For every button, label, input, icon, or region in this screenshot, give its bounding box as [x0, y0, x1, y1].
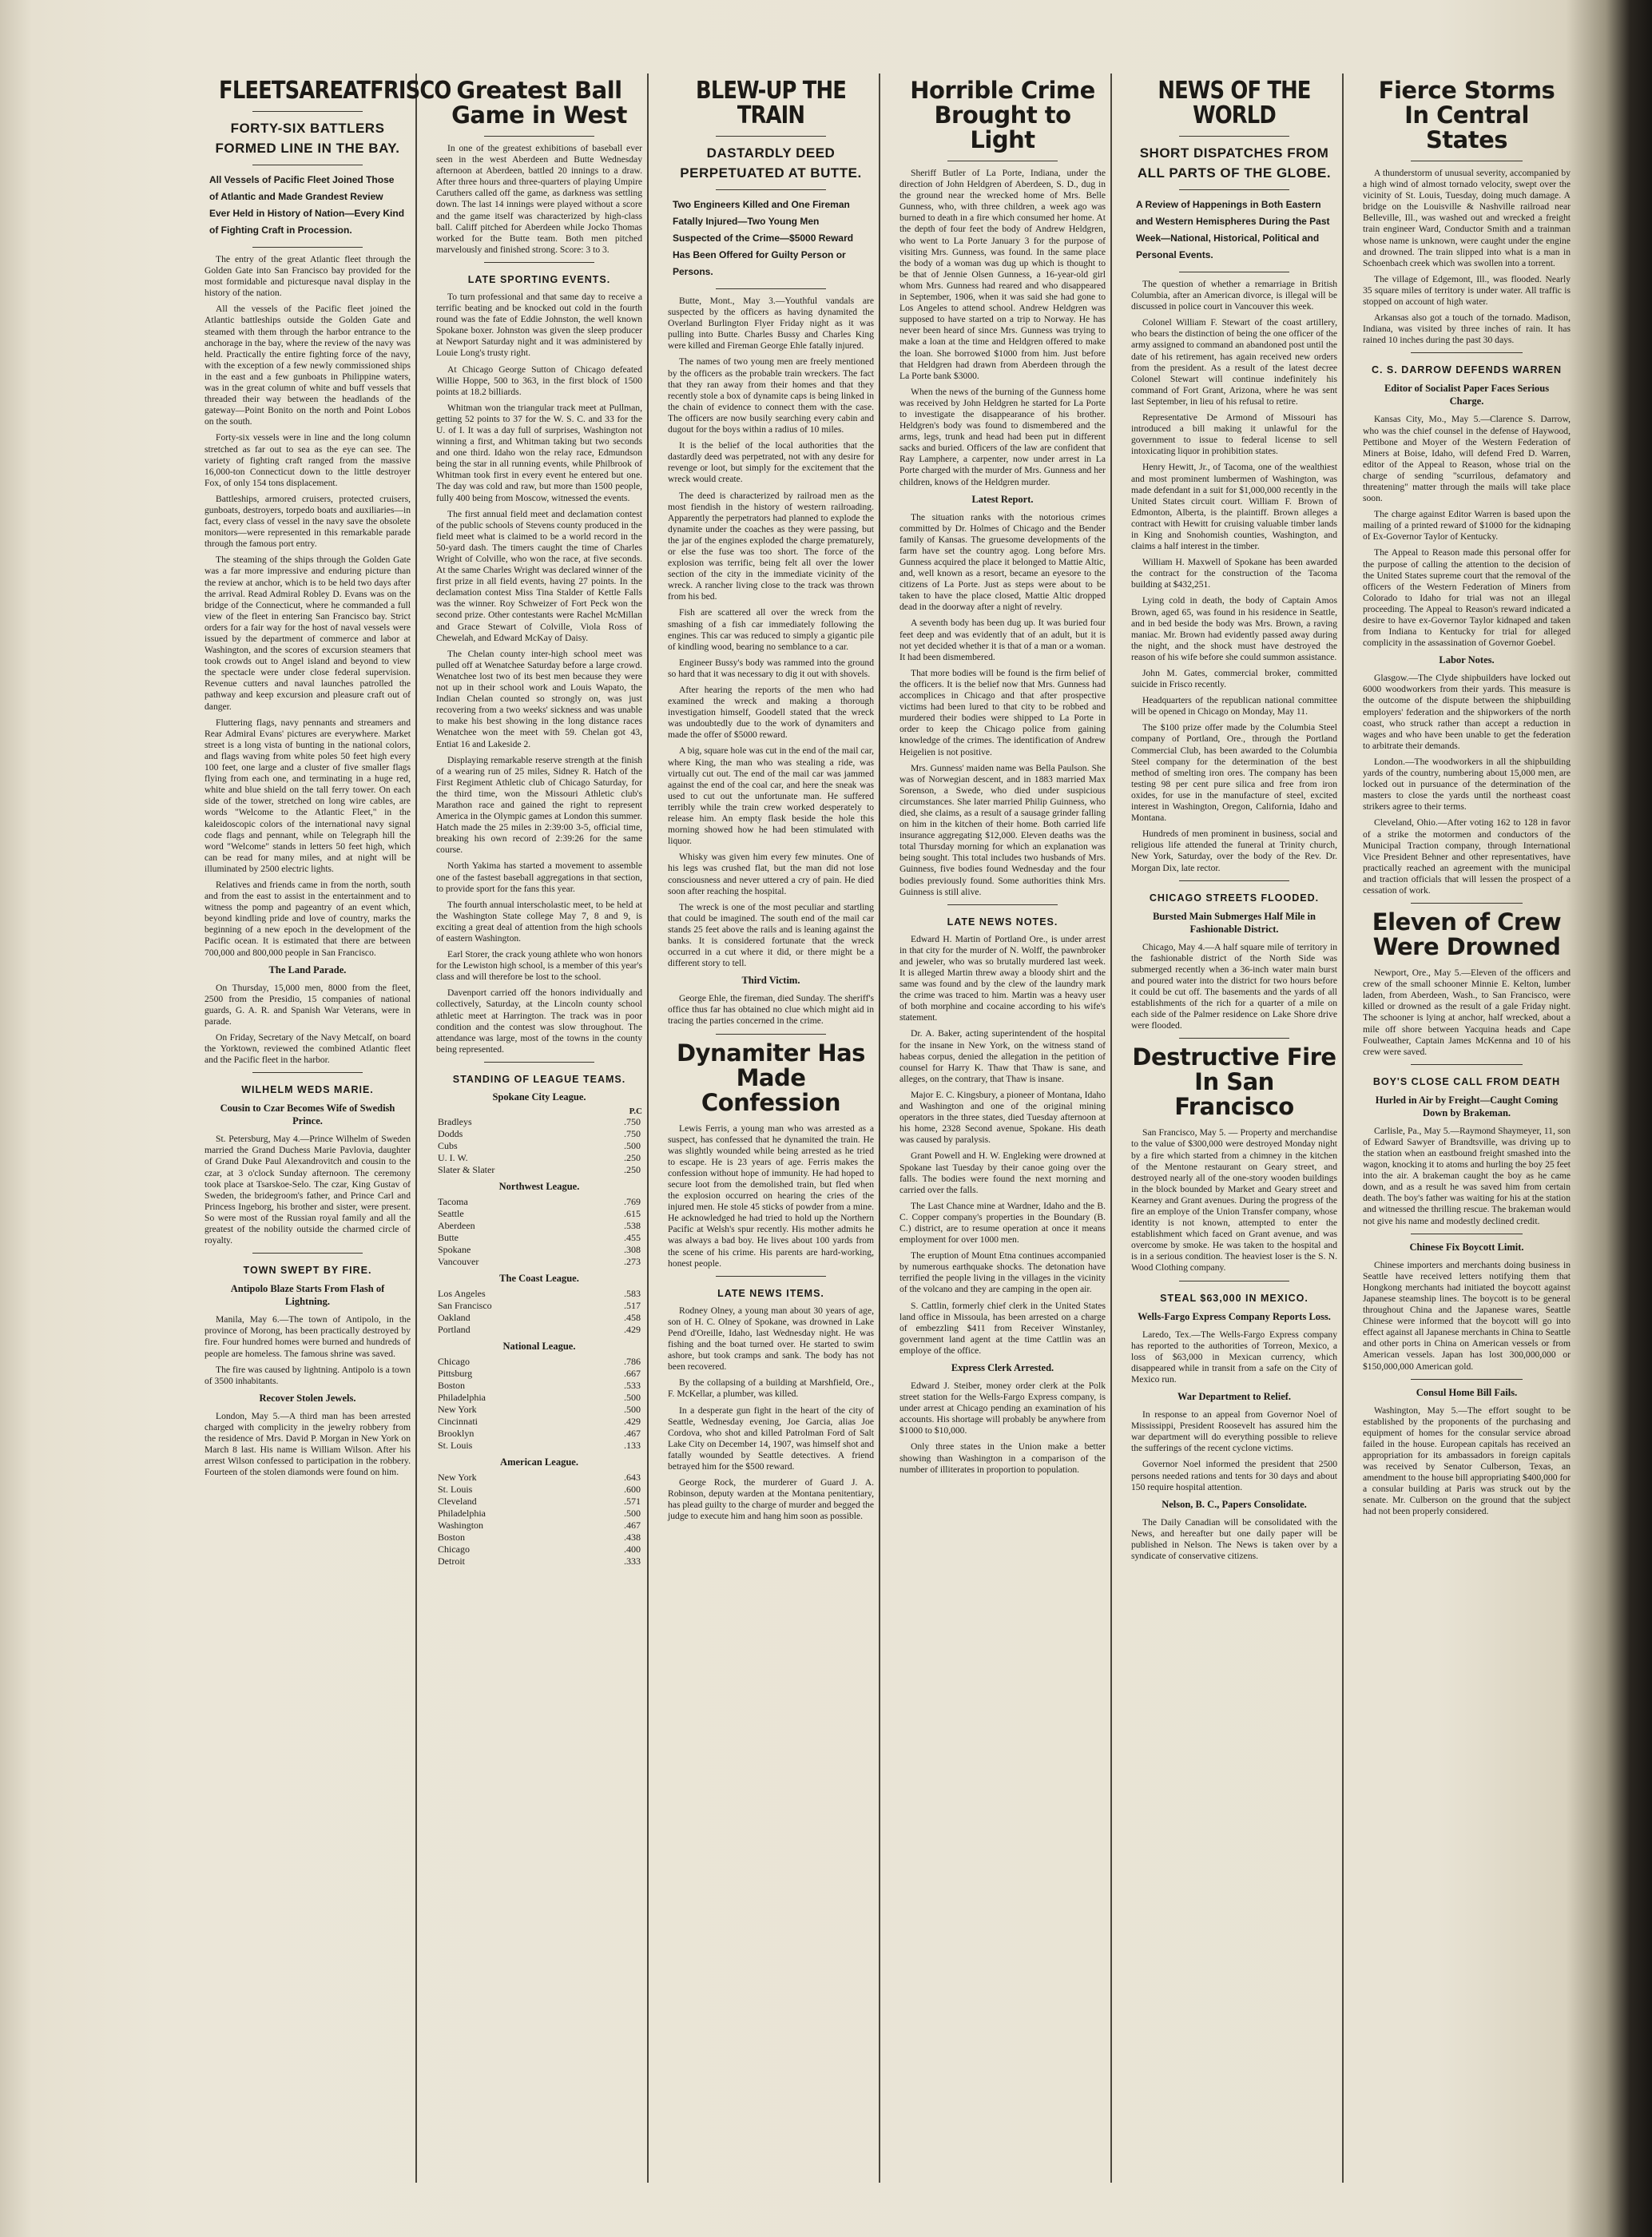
team-percentage: .769 [624, 1195, 641, 1207]
chicago-flood-headline: CHICAGO STREETS FLOODED. [1149, 892, 1320, 904]
town-fire-headline: TOWN SWEPT BY FIRE. [243, 1265, 372, 1277]
standings-row [436, 1356, 642, 1368]
war-dept-subhead: War Department to Relief. [1177, 1391, 1292, 1403]
standings-row [436, 1164, 642, 1176]
american-standings-table [436, 1472, 642, 1567]
team-name: San Francisco [438, 1299, 492, 1311]
standings-row [436, 1244, 642, 1256]
standings-row [436, 1392, 642, 1404]
northwest-standings-table [436, 1196, 642, 1268]
divider [1179, 136, 1289, 137]
late-news-paragraph: George Rock, the murderer of Guard J. A. Robinson, deputy warden at the Montana penitentiary, has plead guilty to the charge of murder and begged the judge to execute him and hang him soon as possible. [668, 1477, 874, 1522]
train-paragraph: It is the belief of the local authorities that the dastardly deed was perpetrated, not with any desire for revenge or loot, but simply for the excitement that the wreck would create. [668, 440, 874, 485]
team-percentage: .500 [624, 1403, 641, 1415]
boycott-paragraph: Chinese importers and merchants doing business in Seattle have received letters notifying them that Hongkong merchants had initiated the boycott against Japanese steamship lines. The boycott is to be general throughout China and the Japanese wares, Seattle Chinese were informed that the boycott will go into effect against all Japanese merchants in China to Seattle and other ports in China on American vessels or from American vessels. Japan has lost 300,000,000 or $150,000,000 American gold. [1363, 1259, 1571, 1372]
standings-row [436, 1300, 642, 1312]
land-parade-subhead: The Land Parade. [268, 964, 347, 975]
team-name: Cleveland [438, 1495, 477, 1507]
world-news-paragraph: Lying cold in death, the body of Captain Amos Brown, aged 65, was found in his residence in Seattle, and in bed beside the body was Mrs. Brown, a raving maniac. Mr. Brown had evidently passed away during the night, and the shock must have destroyed the reason of his wife before she could summon assistance. [1131, 595, 1337, 662]
coast-standings-table [436, 1288, 642, 1336]
land-parade-paragraph: On Friday, Secretary of the Navy Metcalf, on board the Yorktown, reviewed the combined Atlantic fleet and the Pacific fleet in the harbor. [205, 1032, 411, 1066]
boy-close-call-subhead: Hurled in Air by Freight—Caught Coming Down by Brakeman. [1375, 1094, 1559, 1118]
wilhelm-paragraph: St. Petersburg, May 4.—Prince Wilhelm of Sweden married the Grand Duchess Marie Pavlovia, daughter of Grand Duke Paul Alexandrovitch and cousin to the czar, at 3 o'clock Sunday afternoon. The ceremony took place at Tsarskoe-Selo. The czar, King Gustav of Sweden, the bridegroom's father, and Prince Carl and Princess Ingeborg, his brother and sister, were present. So were most of the Russian royal family and all the greatest of the nobility outside the charmed circle of royalty. [205, 1134, 411, 1246]
divider [716, 1034, 826, 1035]
jewels-paragraph: London, May 5.—A third man has been arrested charged with complicity in the jewelry robbery from the residence of Mrs. David P. Morgan in New York on March 8 last. His name is William Wilson. After his arrest Wilson confessed to participation in the robbery. Fourteen of the stolen diamonds were found on him. [205, 1410, 411, 1478]
train-headline: BLEW-UP THE TRAIN [696, 77, 846, 129]
standings-row [436, 1312, 642, 1324]
fleets-headline: FLEETSAREATFRISCO [219, 77, 451, 105]
fleets-paragraph: Battleships, armored cruisers, protected cruisers, gunboats, destroyers, torpedo boats and auxiliaries—in fact, every class of vessel in the navy save the obsolete monitors—were represented in this remarkable parade through the famous port entry. [205, 493, 411, 550]
train-paragraph: After hearing the reports of the men who had examined the wreck and making a thorough investigation himself, Goodell stated that the wreck was undoubtedly due to the work of dynamiters and made the offer of $5000 reward. [668, 685, 874, 741]
world-news-paragraph: The question of whether a remarriage in British Columbia, after an American divorce, is illegal will be discussed in police court in Vancouver this week. [1131, 279, 1337, 312]
team-name: Boston [438, 1531, 466, 1543]
team-percentage: .750 [624, 1115, 641, 1127]
standings-row [436, 1256, 642, 1268]
crime-paragraph: A seventh body has been dug up. It was buried four feet deep and was evidently that of an adult, but it is not yet decided whether it is that of a man or a woman. It had been dismembered. [899, 618, 1106, 662]
team-percentage: .455 [624, 1231, 641, 1243]
nelson-papers-paragraph: The Daily Canadian will be consolidated with the News, and hereafter but one daily paper will be published in Nelson. The News is taken over by a syndicate of conservative citizens. [1131, 1516, 1337, 1561]
team-percentage: .786 [624, 1355, 641, 1367]
news-notes-paragraph: Grant Powell and H. W. Engleking were drowned at Spokane last Tuesday by their canoe going over the falls. The bodies were found the next morning and carried over the falls. [899, 1150, 1106, 1195]
team-name: Washington [438, 1519, 484, 1531]
train-paragraph: The wreck is one of the most peculiar and startling that could be imagined. The south end of the mail car stands 25 feet above the rails and is leaning against the banks. It is considered fortunate that the wreck occurred in a cut where it did, or there might be a different story to tell. [668, 901, 874, 969]
team-percentage: .250 [624, 1151, 641, 1163]
sporting-paragraph: The fourth annual interscholastic meet, to be held at the Washington State college May 7, 8 and 9, is exciting a great deal of attention from the high schools of eastern Washington. [436, 899, 642, 944]
team-percentage: .333 [624, 1555, 641, 1567]
crime-paragraph: The situation ranks with the notorious crimes committed by Dr. Holmes of Chicago and the Bender family of Kansas. The gruesome developments of the farm have set the country agog. Long before Mrs. Gunness acquired the place it belonged to Mattie Altic, and, well known as a resort, became an eyesore to the citizens of La Porte. Just as steps were about to be taken to have the place closed, Mattie Altic dropped dead in the doorway after a night of revelry. [899, 511, 1106, 613]
pc-label: P.C [629, 1106, 642, 1116]
consul-paragraph: Washington, May 5.—The effort sought to be established by the proponents of the purchasing and equipment of homes for the consular service abroad failed in the house. European capitals has received an appropriation for its ambassadors in foreign capitals was received by Senator Culberson, Texas, an amendment to the house bill appropriating $400,000 for a consular building at Paris was struck out by the senate. Mr. Culberson on the ground that the subject had not been properly considered. [1363, 1405, 1571, 1517]
standings-row [436, 1380, 642, 1392]
team-percentage: .467 [624, 1519, 641, 1531]
standings-row [436, 1128, 642, 1140]
sporting-paragraph: The Chelan county inter-high school meet was pulled off at Wenatchee Saturday before a large crowd. Wenatchee lost two of its best men because they were not up in their school work and Louis Wapato, the Indian Chelan counted so strongly on, was just recovering from a two weeks' sickness and was unable to make his best showing in the long distance races Wenatchee won the meet with 59. Chelan got 43, Entiat 16 and Lakeside 2. [436, 648, 642, 749]
ball-game-headline: Greatest Ball Game in West [451, 77, 627, 129]
fleets-paragraph: The entry of the great Atlantic fleet through the Golden Gate into San Francisco bay provided for the most formidable and picturesque naval display in the history of the nation. [205, 254, 411, 299]
divider [716, 136, 826, 137]
divider [1179, 1038, 1289, 1039]
standings-row [436, 1520, 642, 1532]
standings-row [436, 1496, 642, 1508]
standings-row [436, 1404, 642, 1416]
team-name: Butte [438, 1231, 459, 1243]
sf-fire-paragraph: San Francisco, May 5. — Property and merchandise to the value of $300,000 were destroyed Monday night by a fire which started from a chimney in the kitchen of the Mentone restaurant on Geary street, and destroyed nearly all of the one-story wooden buildings in the block bounded by Market and Geary street and Kearney and Grant avenues. During the progress of the fire an employe of the Union Transfer company, whose identity is not known, attempted to enter the establishment which faced on Grant avenue, and was overcome by smoke. He was taken to the hospital and is in a serious condition. The heaviest loser is the S. N. Wood Clothing company. [1131, 1127, 1337, 1273]
boy-paragraph: Carlisle, Pa., May 5.—Raymond Shaymeyer, 11, son of Edward Sawyer of Brandtsville, was driving up to the station when an eastbound freight smashed into the wagon, knocking it to atoms and hurling the boy 25 feet into the air. A brakeman caught the boy as he came down, and as a result he was saved him from certain death. The boy's father was waiting for his at the station and witnessed the thrilling rescue. The brakeman would not give his name and modestly declined credit. [1363, 1125, 1571, 1226]
fleets-deck: FORTY-SIX BATTLERS FORMED LINE IN THE BAY. [215, 121, 400, 156]
news-notes-paragraph: Only three states in the Union make a better showing than Washington in a comparison of the number of illiterates in proportion to population. [899, 1441, 1106, 1475]
wilhelm-subhead: Cousin to Czar Becomes Wife of Swedish Prince. [220, 1103, 395, 1127]
world-news-headline: NEWS OF THE WORLD [1158, 77, 1311, 129]
divider [252, 1072, 363, 1073]
column-ball-game [431, 74, 649, 2183]
team-percentage: .571 [624, 1495, 641, 1507]
labor-paragraph: Glasgow.—The Clyde shipbuilders have locked out 6000 woodworkers from their yards. This measure is the outcome of the dispute between the shipbuilding employers' federation and the shipworkers of the north coast, who struck rather than accept a reduction in wages and who have been unable to get the federation to arbitrate their demands. [1363, 673, 1571, 751]
team-name: Brooklyn [438, 1427, 475, 1439]
northwest-league-title: Northwest League. [498, 1180, 580, 1192]
train-paragraph: A big, square hole was cut in the end of the mail car, where King, the man who was stealing a ride, was virtually cut out. The end of the mail car was jammed against the end of the coal car, and here the sneak was used to cut out the unfortunate man. He suffered terribly while the train crew worked desperately to release him. An empty flask beside the hole this morning showed how he had been stimulated with liquor. [668, 745, 874, 847]
chicago-flood-paragraph: Chicago, May 4.—A half square mile of territory in the fashionable district of the North Side was submerged recently when a 36-inch water main burst and poured water into the district for two hours before it could be cut off. The basements and the yards of all establishments of the rich for a quarter of a mile on each side of the Palmer residence on Lake Shore drive were flooded. [1131, 941, 1337, 1031]
jewels-subhead: Recover Stolen Jewels. [259, 1392, 356, 1404]
news-notes-paragraph: Edward H. Martin of Portland Ore., is under arrest in that city for the murder of N. Wolff, the pawnbroker and jeweler, who was so brutally murdered last week. It is alleged Martin threw away a bloody shirt and the same was found and by the clew of the laundry mark the crime was traced to him. Martin was a heavy user of both morphine and cocaine according to his wife's statement. [899, 933, 1106, 1023]
sf-fire-headline: Destructive Fire In San Francisco [1132, 1043, 1336, 1121]
spokane-league-title: Spokane City League. [492, 1091, 586, 1103]
mexico-steal-subhead: Wells-Fargo Express Company Reports Loss. [1138, 1310, 1331, 1322]
standings-row [436, 1472, 642, 1484]
team-name: Los Angeles [438, 1287, 486, 1299]
divider [1179, 189, 1289, 190]
divider [484, 262, 594, 263]
standings-row [436, 1324, 642, 1336]
crime-headline: Horrible Crime Brought to Light [910, 77, 1095, 153]
crime-paragraph: Mrs. Gunness' maiden name was Bella Paulson. She was of Norwegian descent, and in 1883 married Max Sorenson, a Swede, who died under suspicious circumstances. She later married Philip Guinness, who died, she claims, as a result of a sausage grinder falling on him in the kitchen of their home. Both carried life insurance aggregating $12,000. Eleven deaths was the total Thursday morning for which an explanation was being sought. This total includes two husbands of Mrs. Guinness, five bodies found Wednesday and the four bodies previously found. Some authorities think Mrs. Guinness is still alive. [899, 762, 1106, 897]
standings-row [436, 1416, 642, 1428]
fleets-paragraph: The steaming of the ships through the Golden Gate was a far more impressive and enduring picture than the review at anchor, which is to be held two days after the arrival. Read Admiral Robley D. Evans was on the bridge of the Connecticut, where he commanded a full view of the fleet in entering San Francisco bay. Strict orders for a fair way for the host of naval vessels were issued by the department of commerce and labor at Washington, and the scores of excursion steamers that took crowds out to Angel island and beyond to view the spectacle were under close federal supervision. Revenue cutters and naval launches patrolled the pathway and keep excursion and pleasure craft out of danger. [205, 554, 411, 712]
team-percentage: .133 [624, 1439, 641, 1451]
team-percentage: .667 [624, 1367, 641, 1379]
mexico-steal-headline: STEAL $63,000 IN MEXICO. [1160, 1292, 1308, 1304]
crime-paragraph: When the news of the burning of the Gunness home was received by John Heldgren he started for La Porte to investigate the disappearance of his brother. Heldgren's body was found to dismembered and the arms, legs, trunk and head had been put in different sacks and buried. Officers of the law are confident that Ray Lamphere, a carpenter, now under arrest in La Porte charged with the murder of Mrs. Gunness and her children, knows of the Heldgren murder. [899, 386, 1106, 487]
team-percentage: .517 [624, 1299, 641, 1311]
standings-row [436, 1428, 642, 1440]
team-percentage: .500 [624, 1139, 641, 1151]
coast-league-title: The Coast League. [499, 1272, 579, 1284]
train-paragraph: Engineer Bussy's body was rammed into the ground so hard that it was necessary to dig it out with shovels. [668, 657, 874, 679]
world-news-deck: SHORT DISPATCHES FROM ALL PARTS OF THE GLOBE. [1137, 145, 1332, 181]
divider [252, 1253, 363, 1254]
team-percentage: .600 [624, 1483, 641, 1495]
standings-row [436, 1508, 642, 1520]
storms-paragraph: The village of Edgemont, Ill., was flooded. Nearly 35 square miles of territory is under water. All traffic is stopped on account of high water. [1363, 273, 1571, 308]
land-parade-paragraph: On Thursday, 15,000 men, 8000 from the fleet, 2500 from the Presidio, 15 companies of national guards, G. A. R. and Spanish War Veterans, were in parade. [205, 982, 411, 1027]
sporting-paragraph: Displaying remarkable reserve strength at the finish of a wearing run of 25 miles, Sidney R. Hatch of the First Regiment Athletic club of Chicago Saturday, for the third time, won the Missouri Athletic club's Marathon race and gained the right to represent America in the Olympic games at London this summer. Hatch made the 25 miles in 2:39:00 3-5, official time, breaking his own record of 2:39:26 for the same course. [436, 754, 642, 856]
team-percentage: .400 [624, 1543, 641, 1555]
column-crime [895, 74, 1112, 2183]
standings-row [436, 1556, 642, 1567]
team-percentage: .308 [624, 1243, 641, 1255]
column-world-news [1126, 74, 1344, 2183]
world-news-paragraph: Representative De Armond of Missouri has introduced a bill making it unlawful for the government to issue to federal license to sell intoxicating liquor in prohibition states. [1131, 412, 1337, 457]
standings-row [436, 1232, 642, 1244]
team-percentage: .500 [624, 1391, 641, 1403]
sporting-paragraph: Whitman won the triangular track meet at Pullman, getting 52 points to 37 for the W. S. C. and 33 for the U. of I. It was a day full of surprises, Washington not winning a first, and Whitman taking but two seconds and one third. Idaho won the relay race, Edmundson being the star in all running events, while Philbrook of Whitman took first in every event he entered but one. The day was cold and raw, but more than 1500 people, fully 400 being from Moscow, witnessed the events. [436, 402, 642, 503]
divider [716, 189, 826, 190]
chicago-flood-subhead: Bursted Main Submerges Half Mile in Fashionable District. [1153, 910, 1316, 935]
divider [1411, 1379, 1523, 1380]
train-deck: DASTARDLY DEED PERPETUATED AT BUTTE. [680, 145, 862, 181]
team-name: Chicago [438, 1543, 470, 1555]
team-percentage: .615 [624, 1207, 641, 1219]
team-name: New York [438, 1471, 477, 1483]
divider [484, 136, 594, 137]
standings-row [436, 1116, 642, 1128]
divider [1411, 903, 1523, 904]
team-name: Cubs [438, 1139, 458, 1151]
team-name: Philadelphia [438, 1507, 486, 1519]
fleets-paragraph: Forty-six vessels were in line and the long column stretched as far out to sea as the eye can see. The variety of fighting craft ranged from the massive 16,000-ton Connecticut down to the little destroyer Fox, of only 154 tons displacement. [205, 432, 411, 488]
nelson-papers-subhead: Nelson, B. C., Papers Consolidate. [1162, 1498, 1307, 1510]
team-percentage: .273 [624, 1255, 641, 1267]
fleets-paragraph: All the vessels of the Pacific fleet joined the Atlantic battleships outside the Golden Gate and steamed with them through the harbor entrance to the anchorage in the bay, where the review of the navy was held. Practically the entire fighting force of the navy, with the exception of a few newly commissioned ships in the east and a few gunboats in Philippine waters, was in the great column of white and buff vessels that threaded their way between the headlands of the gateway—Point Bonito on the north and Point Lobos on the south. [205, 304, 411, 427]
divider [1179, 880, 1289, 881]
team-percentage: .429 [624, 1323, 641, 1335]
sporting-paragraph: Davenport carried off the honors individually and collectively, Saturday, at the Lincoln county school athletic meet at Harrington. The track was in poor condition and the contest was slow throughout. The attendance was large, most of the towns in the county being represented. [436, 987, 642, 1055]
team-percentage: .250 [624, 1163, 641, 1175]
wilhelm-headline: WILHELM WEDS MARIE. [241, 1084, 374, 1096]
storms-paragraph: Arkansas also got a touch of the tornado. Madison, Indiana, was visited by three inches of rain. It has rained 10 inches during the past 30 days. [1363, 312, 1571, 346]
train-paragraph: The names of two young men are freely mentioned by the officers as the probable train wreckers. The fact that they ran away from their homes and that they recently stole a box of dynamite caps is being linked in the chain of evidence to connect them with the case. The officers are now busily searching every cabin and dugout for the boys within a radius of 10 miles. [668, 356, 874, 435]
darrow-headline: C. S. DARROW DEFENDS WARREN [1371, 364, 1563, 376]
sporting-headline: LATE SPORTING EVENTS. [467, 273, 611, 285]
world-news-subhead: A Review of Happenings in Both Eastern and Western Hemispheres During the Past Week—National, Historical, Political and Personal Events. [1136, 199, 1330, 260]
sporting-paragraph: To turn professional and that same day to receive a terrific beating and be knocked out cold in the fourth round was the fate of Eddie Johnston, the well known Spokane boxer. Johnston was given the sleep producer at Newport Saturday night and it was administered by Louie Long's trusty right. [436, 291, 642, 359]
boycott-subhead: Chinese Fix Boycott Limit. [1409, 1241, 1524, 1253]
fleets-paragraph: Fluttering flags, navy pennants and streamers and Rear Admiral Evans' pictures are everywhere. Market street is a long vista of bunting in the national colors, and flags waving from white poles 50 feet high every 100 feet, one large and a cluster of five smaller flags flying from each one, and terminating in a huge red, white and blue shield on the tall ferry tower. On each side of the tower, stretched on long wire cables, are words "Welcome to the Atlantic Fleet," in the kaleidoscopic colors of the international navy signal code flags and pennant, while on Telegraph hill the word "Welcome" stands in letters 50 feet high, which can be read for many miles, and at night will be illuminated by 2500 electric lights. [205, 717, 411, 874]
sporting-paragraph: Earl Storer, the crack young athlete who won honors for the Lewiston high school, is a member of this year's class and will therefore be lost to the school. [436, 949, 642, 983]
train-paragraph: The deed is characterized by railroad men as the most fiendish in the history of western railroading. Apparently the perpetrators had planned to explode the dynamite under the coaches as they were passing, but the jar of the engines exploded the charge prematurely, or else the fuse was too short. The force of the explosion was terrific, being felt all over the lower section of the city in the immediate vicinity of the wreck. A rancher living close to the track was thrown from his bed. [668, 490, 874, 602]
darrow-paragraph: The charge against Editor Warren is based upon the mailing of a printed reward of $1000 for the kidnaping of Ex-Governor Taylor of Kentucky. [1363, 509, 1571, 542]
dynamiter-paragraph: Lewis Ferris, a young man who was arrested as a suspect, has confessed that he dynamited the train. He was slightly wounded while being arrested as he tried to escape. He is 23 years of age. Ferris makes the confession without hope of immunity. He had hoped to secure loot from the demolished train, but fled when the explosion occurred on hearing the cries of the injured men. He stole 45 sticks of powder from a mine. He acknowledged he had tried to hold up the Northern Pacific at Welsh's spur recently. His mother admits he was always a bad boy. He lives about 100 yards from the scene of his crime. His parents are hard-working, honest people. [668, 1122, 874, 1269]
crew-paragraph: Newport, Ore., May 5.—Eleven of the officers and crew of the small schooner Minnie E. Kelton, lumber laden, from Aberdeen, Wash., to San Francisco, were killed or drowned as the result of a gale Friday night. The schooner is lying at anchor, half wrecked, about a mile off shore between Yacquina heads and Cape Foulweather, Captain James McKenna and 10 of his crew were saved. [1363, 968, 1571, 1057]
team-name: Detroit [438, 1555, 465, 1567]
team-name: Tacoma [438, 1195, 468, 1207]
crime-paragraph: Sheriff Butler of La Porte, Indiana, under the direction of John Heldgren of Aberdeen, S. D., dug in the ground near the wrecked home of Mrs. Belle Gunness, who, with three children, a week ago was burned to death in a fire which consumed her home. At the depth of four feet the body of Andrew Heldgren, who went to La Porte January 3 for the purpose of visiting Mrs. Gunness, was found. In the same place the body of a woman was dug up which is thought to be that of Jennie Olsen Gunness, a 16-year-old girl whom Mrs. Gunness had reared and who disappeared in September, 1906, when it was said she had gone to Los Angeles to attend school. Andrew Heldgren was supposed to have started on a trip to Norway. He has never been heard of since Mrs. Gunness was trying to make a loan at the time and Heldgren offered to make the loan. She borrowed $1000 from him. Just before that Heldgren had drawn from Aberdeen through the La Porte bank $3000. [899, 168, 1106, 381]
news-notes-paragraph: The eruption of Mount Etna continues accompanied by numerous earthquake shocks. The detonation have terrified the people living in the villages in the vicinity of the volcano and they are camping in the open air. [899, 1250, 1106, 1295]
team-name: Bradleys [438, 1115, 472, 1127]
news-notes-paragraph: S. Cattlin, formerly chief clerk in the United States land office in Missoula, has been arrested on a charge of embezzling $411 from Receiver Winstanley, government land agent at the time Cattlin was an employe of the office. [899, 1300, 1106, 1356]
standings-row [436, 1440, 642, 1452]
standings-row [436, 1196, 642, 1208]
american-league-title: American League. [500, 1456, 578, 1468]
team-name: St. Louis [438, 1439, 473, 1451]
team-name: Slater & Slater [438, 1163, 495, 1175]
national-league-title: National League. [502, 1340, 576, 1352]
train-paragraph: Fish are scattered all over the wreck from the smashing of a fish car immediately following the engines. This car was reduced to simply a gigantic pile of kindling wood, bearing no semblance to a car. [668, 607, 874, 652]
town-fire-subhead: Antipolo Blaze Starts From Flash of Lightning. [230, 1283, 385, 1308]
team-name: Oakland [438, 1311, 471, 1323]
divider [484, 1062, 594, 1063]
standings-row [436, 1288, 642, 1300]
world-news-paragraph: The $100 prize offer made by the Columbia Steel company of Portland, Ore., through the Portland Commercial Club, has been awarded to the Columbia Steel company for the determination of the best method of smelting iron ores. The company has been testing 98 per cent pure silica and free from iron oxides, for use in the manufacture of steel, excited interest in Washington, Oregon, California, Idaho and Montana. [1131, 722, 1337, 824]
town-fire-paragraph: The fire was caused by lightning. Antipolo is a town of 3500 inhabitants. [205, 1364, 411, 1386]
sporting-paragraph: North Yakima has started a movement to assemble one of the fastest baseball aggregations in that section, to provide sport for the fans this year. [436, 860, 642, 894]
world-news-paragraph: Colonel William F. Stewart of the coast artillery, who bears the distinction of being the one officer of the army assigned to command an abandoned post until the date of his retirement, has again received new orders from the president. As a result of the latest decree Colonel Stewart will continue indefinitely his command of Fort Grant, Arizona, where he was sent last September, in lieu of his refusal to retire. [1131, 317, 1337, 407]
storms-headline: Fierce Storms In Central States [1378, 77, 1555, 153]
divider [1411, 352, 1523, 353]
world-news-paragraph: Henry Hewitt, Jr., of Tacoma, one of the wealthiest and most prominent lumbermen of Washington, was made defendant in a suit for $1,000,000 recently in the United States circuit court. William F. Brown of Edmonton, Alberta, is the plaintiff. Brown alleges a contract with Hewitt for cruising valuable timber lands in King and Snohomish counties, Washington, and claims a half interest in the timber. [1131, 462, 1337, 552]
train-paragraph: Butte, Mont., May 3.—Youthful vandals are suspected by the officers as having dynamited the Overland Burlington Flyer Friday night as it was pulling into Butte. Charles Bussy and Charles King were killed and Fireman George Ehle fatally injured. [668, 296, 874, 352]
team-name: Seattle [438, 1207, 464, 1219]
standings-row [436, 1532, 642, 1544]
standings-row [436, 1220, 642, 1232]
ball-game-paragraph: In one of the greatest exhibitions of baseball ever seen in the west Aberdeen and Butte Wednesday afternoon at Aberdeen, battled 20 innings to a draw. After three hours and three-quarters of playing Umpire Caruthers called off the game, as darkness was settling down. The last 14 innings were played without a score and the game itself was characterized by high-class ball. Califf pitched for Aberdeen while Jocko Thomas worked for the Butte team. Both men pitched marvelously and finished strong. Score: 3 to 3. [436, 143, 642, 255]
late-news-paragraph: Rodney Olney, a young man about 30 years of age, son of H. C. Olney of Spokane, was drowned in Lake Pend d'Oreille, Idaho, last Wednesday night. He was fishing and the boat turned over. He started to swim ashore, but took cramps and sank. The body has not been recovered. [668, 1305, 874, 1373]
fleets-paragraph: Relatives and friends came in from the north, south and from the east to assist in the entertainment and to witness the pomp and pageantry of an event which, beyond kindling pride and love of country, marks the beginning of a new epoch in the development of the Pacific ocean. It is estimated that there are between 700,000 and 800,000 people in San Francisco. [205, 879, 411, 958]
divider [716, 288, 826, 289]
team-name: Philadelphia [438, 1391, 486, 1403]
spokane-standings-table [436, 1116, 642, 1176]
national-standings-table [436, 1356, 642, 1452]
team-name: Chicago [438, 1355, 470, 1367]
team-percentage: .583 [624, 1287, 641, 1299]
labor-paragraph: London.—The woodworkers in all the shipbuilding yards of the country, numbering about 15,000 men, are locked out in pursuance of the determination of the masters to close the yards until the northeast coast strikers agree to their terms. [1363, 756, 1571, 813]
team-name: St. Louis [438, 1483, 473, 1495]
world-news-paragraph: John M. Gates, commercial broker, committed suicide in Frisco recently. [1131, 668, 1337, 690]
team-name: Cincinnati [438, 1415, 478, 1427]
boy-close-call-headline: BOY'S CLOSE CALL FROM DEATH [1372, 1075, 1561, 1087]
war-dept-paragraph: Governor Noel informed the president that 2500 persons needed rations and tents for 30 days and about 150 require hospital attention. [1131, 1459, 1337, 1492]
team-name: U. I. W. [438, 1151, 468, 1163]
world-news-paragraph: Hundreds of men prominent in business, social and religious life attended the funeral at Trinity church, New York, Saturday, over the body of the Rev. Dr. Morgan Dix, late rector. [1131, 828, 1337, 873]
late-news-notes-headline: LATE NEWS NOTES. [947, 916, 1058, 928]
town-fire-paragraph: Manila, May 6.—The town of Antipolo, in the province of Morong, has been practically destroyed by fire. Four hundred homes were burned and hundreds of people are homeless. The famous shrine was saved. [205, 1314, 411, 1359]
divider [252, 247, 363, 248]
news-notes-paragraph: Edward J. Steiber, money order clerk at the Polk street station for the Wells-Fargo Express company, is under arrest at Chicago pending an examination of his accounts. His shortage will probably be anywhere from $1000 to $10,000. [899, 1381, 1106, 1436]
team-name: Spokane [438, 1243, 471, 1255]
storms-paragraph: A thunderstorm of unusual severity, accompanied by a high wind of almost tornado velocity, swept over the vicinity of St. Louis, Tuesday, doing much damage. A bridge on the Louisville & Nashville railroad near Belleville, Ill., was washed out and wrecked a freight train engineer Ward, Conductor Smith and a trainman whose name is unknown, were caught under the engine and drowned. The train slipped into what is a man in Schoenbach creek which was swollen into a torrent. [1363, 168, 1571, 268]
team-name: Vancouver [438, 1255, 479, 1267]
labor-notes-subhead: Labor Notes. [1439, 654, 1495, 666]
dynamiter-headline: Dynamiter Has Made Confession [677, 1039, 865, 1116]
standings-row [436, 1152, 642, 1164]
fleets-subhead: All Vessels of Pacific Fleet Joined Those of Atlantic and Made Grandest Review Ever Held in History of Nation—Every Kind of Fighting Craft in Procession. [209, 174, 405, 236]
newspaper-content [200, 74, 1582, 2183]
labor-paragraph: Cleveland, Ohio.—After voting 162 to 128 in favor of a strike the motormen and conductors of the Municipal Traction company, through International Vice President Behner and other representatives, have practically reached an agreement with the municipal and traction officials that will lessen the prospect of a cessation of work. [1363, 817, 1571, 896]
darrow-paragraph: Kansas City, Mo., May 5.—Clarence S. Darrow, who was the chief counsel in the defense of Haywood, Pettibone and Moyer of the Western Federation of Miners at Boise, Idaho, will defend Fred D. Warren, editor of the Appeal to Reason, whose trial on the charge of sending "scurrilous, defamatory and threatening" matter through the mails will take place soon. [1363, 414, 1571, 504]
divider [1411, 1064, 1523, 1065]
late-news-paragraph: In a desperate gun fight in the heart of the city of Seattle, Wednesday evening, Joe Garcia, alias Joe Cordova, who shot and killed Patrolman Ford of Salt Lake City on December 14, 1907, was himself shot and fatally wounded by Seattle detectives. A friend betrayed him for the $500 reward. [668, 1405, 874, 1472]
team-name: Boston [438, 1379, 466, 1391]
sporting-paragraph: The first annual field meet and declamation contest of the public schools of Stevens county produced in the field meet what is claimed to be a world record in the 50-yard dash. The timers caught the time of Charles Wright of Colville, who won the race, at five seconds. At the same Charles Wright was declared winner of the first prize in all field events, having 27 points. In the declamation contest Miss Tina Stalder of Kettle Falls was the winner. Roy Schweizer of Fort Peck won the second prize. Other contestants were Rachel McMillan and Grace Stewart of Colville, Viola Ross of Chewelah, and Edward McKay of Daisy. [436, 508, 642, 643]
standings-row [436, 1484, 642, 1496]
standings-headline: STANDING OF LEAGUE TEAMS. [452, 1073, 626, 1085]
train-paragraph: George Ehle, the fireman, died Sunday. The sheriff's office thus far has obtained no clue which might aid in tracing the parties concerned in the crime. [668, 993, 874, 1027]
war-dept-paragraph: In response to an appeal from Governor Noel of Mississippi, President Roosevelt has assured him the war department will do everything possible to relieve the sufferings of the recent cyclone victims. [1131, 1409, 1337, 1454]
team-percentage: .458 [624, 1311, 641, 1323]
team-percentage: .429 [624, 1415, 641, 1427]
world-news-paragraph: Headquarters of the republican national committee will be opened in Chicago on Monday, May 11. [1131, 695, 1337, 717]
consul-subhead: Consul Home Bill Fails. [1416, 1386, 1518, 1398]
team-percentage: .643 [624, 1471, 641, 1483]
team-name: New York [438, 1403, 477, 1415]
mexico-steal-paragraph: Laredo, Tex.—The Wells-Fargo Express company has reported to the authorities of Torreon, Mexico, a loss of $63,000 in Mexican currency, which disappeared while in transit from a safe on the City of Mexico run. [1131, 1329, 1337, 1385]
news-notes-paragraph: The Last Chance mine at Wardner, Idaho and the B. C. Copper company's properties in the Boundary (B. C.) district, are to resume operation at once it means employment for over 1000 men. [899, 1200, 1106, 1246]
world-news-paragraph: William H. Maxwell of Spokane has been awarded the contract for the construction of the Tacoma building at $432,251. [1131, 557, 1337, 590]
darrow-subhead: Editor of Socialist Paper Faces Serious Charge. [1384, 383, 1550, 407]
divider [252, 111, 363, 112]
divider [716, 1276, 826, 1277]
train-subhead: Two Engineers Killed and One Fireman Fatally Injured—Two Young Men Suspected of the Crime—$5000 Reward Has Been Offered for Guilty Person or Persons. [673, 199, 854, 277]
team-percentage: .438 [624, 1531, 641, 1543]
crime-paragraph: That more bodies will be found is the firm belief of the officers. It is the belief now that Mrs. Gunness had accomplices in Chicago and that after prospective victims had been lured to that city to be robbed and murdered their bodies were shipped to La Porte in order to keep the Chicago police from gaining knowledge of the crimes. The identification of Andrew Heigelien is not positive. [899, 667, 1106, 757]
team-percentage: .533 [624, 1379, 641, 1391]
team-name: Dodds [438, 1127, 463, 1139]
standings-row [436, 1140, 642, 1152]
team-name: Pittsburg [438, 1367, 473, 1379]
news-notes-paragraph: Major E. C. Kingsbury, a pioneer of Montana, Idaho and Washington and one of the original mining operators in the three states, died Tuesday afternoon at his home, 2328 Second avenue, Spokane. His death was caused by paralysis. [899, 1089, 1106, 1146]
team-name: Portland [438, 1323, 471, 1335]
latest-report-subhead: Latest Report. [971, 493, 1034, 505]
late-news-items-headline: LATE NEWS ITEMS. [717, 1287, 824, 1299]
crew-drowned-headline: Eleven of Crew Were Drowned [1372, 908, 1562, 961]
standings-row [436, 1208, 642, 1220]
team-percentage: .500 [624, 1507, 641, 1519]
train-paragraph: Whisky was given him every few minutes. One of his legs was crushed flat, but the man did not lose consciousness and never uttered a cry of pain. He died soon after reaching the hospital. [668, 852, 874, 896]
divider [947, 904, 1058, 905]
team-percentage: .467 [624, 1427, 641, 1439]
team-percentage: .538 [624, 1219, 641, 1231]
standings-row [436, 1544, 642, 1556]
team-name: Aberdeen [438, 1219, 475, 1231]
column-storms [1358, 74, 1575, 2183]
news-notes-paragraph: Dr. A. Baker, acting superintendent of the hospital for the insane in New York, on the witness stand of habeas corpus, denied the allegation in the petition of counsel for Harry K. Thaw that Thaw is sane, and alleges, on the contrary, that Thaw is insane. [899, 1028, 1106, 1084]
express-clerk-subhead: Express Clerk Arrested. [951, 1362, 1054, 1373]
late-news-paragraph: By the collapsing of a building at Marshfield, Ore., F. McKellar, a plumber, was killed. [668, 1377, 874, 1400]
sporting-paragraph: At Chicago George Sutton of Chicago defeated Willie Hoppe, 500 to 363, in the first block of 1500 points at 18.2 billiards. [436, 364, 642, 397]
standings-row [436, 1368, 642, 1380]
darrow-paragraph: The Appeal to Reason made this personal offer for the purpose of calling the attention to the decision of the United States supreme court that the removal of the officers of the Western Federation of Miners from Colorado to Idaho for trial was not an illegal proceeding. The Appeal to Reason's reward indicated a desire to have ex-Governor Taylor kidnaped and taken from Indiana to Kentucky for trial for alleged complicity in the assassination of Governor Goebel. [1363, 547, 1571, 649]
third-victim-subhead: Third Victim. [741, 975, 800, 987]
team-percentage: .750 [624, 1127, 641, 1139]
column-train [663, 74, 880, 2183]
